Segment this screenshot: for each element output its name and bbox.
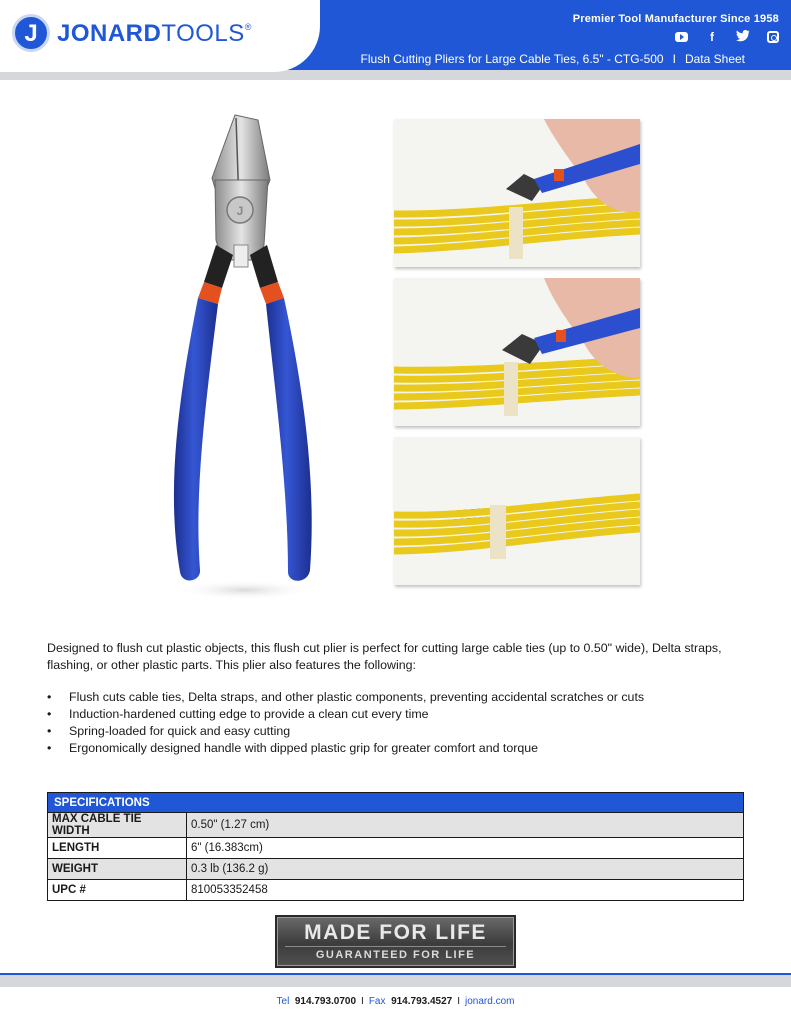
tagline: Premier Tool Manufacturer Since 1958 bbox=[572, 13, 779, 25]
fax-label: Fax bbox=[368, 996, 386, 1007]
spec-label: LENGTH bbox=[48, 838, 187, 859]
feature-item: • Ergonomically designed handle with dipped plastic grip for greater comfort and torque bbox=[47, 740, 747, 757]
product-line: Flush Cutting Pliers for Large Cable Ties, 6.5" - CTG-500 bbox=[360, 52, 664, 66]
registered-mark: ® bbox=[244, 22, 252, 32]
specifications-table bbox=[47, 792, 744, 901]
product-subtitle bbox=[361, 52, 745, 66]
spec-value: 0.3 lb (136.2 g) bbox=[187, 859, 744, 880]
spec-value: 0.50" (1.27 cm) bbox=[187, 813, 744, 838]
badge-line-2: GUARANTEED FOR LIFE bbox=[285, 946, 506, 962]
logo-wordmark bbox=[57, 20, 252, 48]
feature-item: • Spring-loaded for quick and easy cutting bbox=[47, 723, 747, 740]
specifications-heading: SPECIFICATIONS bbox=[48, 793, 744, 813]
made-for-life-badge bbox=[275, 915, 516, 968]
tel-number[interactable]: 914.793.0700 bbox=[294, 996, 357, 1007]
subtitle-separator: I bbox=[672, 52, 676, 66]
facebook-icon[interactable]: f bbox=[710, 30, 714, 44]
feature-item: • Flush cuts cable ties, Delta straps, and other plastic components, preventing accidental scratches or cuts bbox=[47, 689, 747, 706]
product-description: Designed to flush cut plastic objects, this flush cut plier is perfect for cutting large cable ties (up to 0.50" wide), Delta straps, flashing, or other plastic parts. This plier also features the following: bbox=[47, 641, 722, 672]
spec-label: UPC # bbox=[48, 880, 187, 901]
social-links bbox=[675, 30, 779, 44]
feature-list bbox=[47, 689, 747, 757]
table-row bbox=[48, 838, 744, 859]
logo-j-icon bbox=[12, 14, 50, 52]
plier-product-image bbox=[160, 110, 330, 610]
youtube-icon[interactable] bbox=[675, 32, 688, 42]
instagram-icon[interactable] bbox=[767, 31, 779, 43]
table-row bbox=[48, 880, 744, 901]
footer-contact bbox=[0, 996, 791, 1007]
logo-bold: JONARD bbox=[57, 20, 162, 47]
footer-band bbox=[0, 975, 791, 987]
footer-separator: I bbox=[457, 996, 461, 1007]
table-row bbox=[48, 813, 744, 838]
photo-flush-cut bbox=[394, 278, 640, 426]
badge-line-1: MADE FOR LIFE bbox=[304, 921, 487, 944]
spec-value: 810053352458 bbox=[187, 880, 744, 901]
spec-label: WEIGHT bbox=[48, 859, 187, 880]
table-row bbox=[48, 859, 744, 880]
logo-letter: J bbox=[24, 20, 38, 47]
footer-separator: I bbox=[361, 996, 364, 1007]
photo-cutting-cable-tie bbox=[394, 119, 640, 267]
doc-type: Data Sheet bbox=[684, 52, 745, 66]
logo-thin: TOOLS bbox=[161, 20, 245, 47]
tel-label: Tel bbox=[276, 996, 290, 1007]
website-link[interactable]: jonard.com bbox=[465, 996, 515, 1007]
fax-number: 914.793.4527 bbox=[391, 996, 453, 1007]
feature-item: • Induction-hardened cutting edge to provide a clean cut every time bbox=[47, 706, 747, 723]
spec-value: 6" (16.383cm) bbox=[187, 838, 744, 859]
photo-clean-result bbox=[394, 437, 640, 585]
logo[interactable] bbox=[0, 0, 320, 72]
twitter-icon[interactable] bbox=[736, 30, 750, 44]
spec-label: MAX CABLE TIE WIDTH bbox=[48, 813, 187, 838]
svg-text:J: J bbox=[236, 204, 244, 218]
